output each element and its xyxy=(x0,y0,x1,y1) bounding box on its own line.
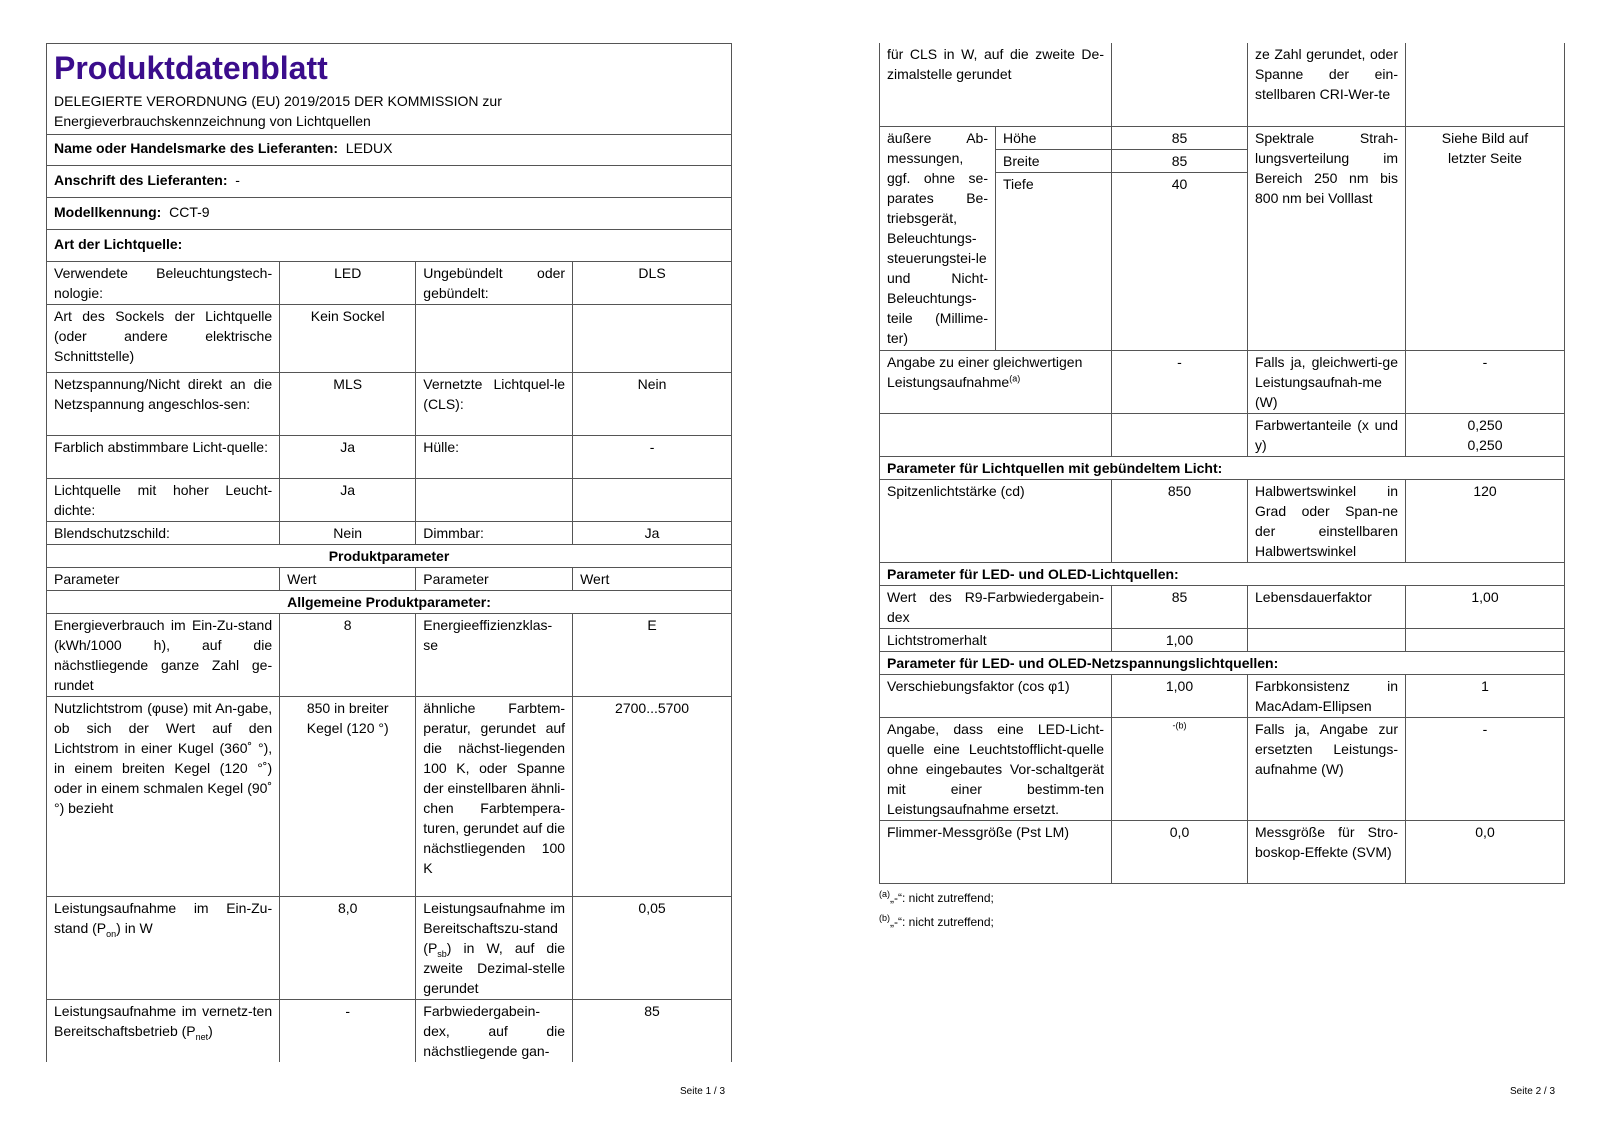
param-label: Farbkonsistenz in MacAdam-Ellipsen xyxy=(1248,674,1406,717)
mains-row xyxy=(880,717,1565,820)
param-value: 0,0 xyxy=(1406,820,1565,883)
type-row xyxy=(47,522,732,545)
param-value: -(b) xyxy=(1112,717,1248,820)
mains-row xyxy=(880,674,1565,717)
led-row xyxy=(880,585,1565,628)
continued-row xyxy=(880,43,1565,126)
dimension-label: Breite xyxy=(996,149,1112,172)
type-row xyxy=(47,373,732,436)
param-value: Nein xyxy=(573,373,732,436)
model-label: Modellkennung: xyxy=(54,204,162,220)
param-label: ähnliche Farbtem-peratur, gerundet auf die nächst-liegenden 100 K, oder Spanne der einstellbaren ähnli-chen Farbtempera-turen, gerundet auf die nächstliegenden 100 K xyxy=(416,697,573,897)
param-label: Leistungsaufnahme im Ein-Zu-stand $(P_{on})$ in W xyxy=(47,897,280,1000)
product-datasheet-table-continued xyxy=(879,43,1565,884)
param-value: 8,0 xyxy=(280,897,416,1000)
subtitle-line-2: Energieverbrauchskennzeichnung von Lichtquellen xyxy=(54,113,371,129)
regulation-subtitle xyxy=(47,90,732,135)
param-value: 0,0 xyxy=(1112,820,1248,883)
param-value: Ja xyxy=(280,479,416,522)
param-value: 85 xyxy=(1112,585,1248,628)
led-row xyxy=(880,628,1565,651)
param-label: Falls ja, gleichwerti-ge Leistungsaufnah-me (W) xyxy=(1248,350,1406,413)
param-label: Wert des R9-Farbwiedergabein-dex xyxy=(880,585,1112,628)
param-label: Energieeffizienzklas-se xyxy=(416,614,573,697)
column-header: Wert xyxy=(573,568,732,591)
column-header: Wert xyxy=(280,568,416,591)
supplier-name-row xyxy=(47,135,732,166)
param-label: Hülle: xyxy=(416,436,573,479)
param-value xyxy=(1406,43,1565,126)
dls-params-heading: Parameter für Lichtquellen mit gebündeltem Licht: xyxy=(880,456,1565,479)
param-value: MLS xyxy=(280,373,416,436)
param-value: Ja xyxy=(280,436,416,479)
param-label: Lichtquelle mit hoher Leucht-dichte: xyxy=(47,479,280,522)
param-value xyxy=(1406,628,1565,651)
model-value: CCT-9 xyxy=(169,204,210,220)
param-label: Farblich abstimmbare Licht-quelle: xyxy=(47,436,280,479)
param-value: - xyxy=(1406,717,1565,820)
param-label xyxy=(416,305,573,373)
param-value: 120 xyxy=(1406,479,1565,562)
spectral-value-line: letzter Seite xyxy=(1448,149,1522,166)
mains-params-heading: Parameter für LED- und OLED-Netzspannungslichtquellen: xyxy=(880,651,1565,674)
empty-cell xyxy=(880,413,1112,456)
param-label: Verwendete Beleuchtungstech-nologie: xyxy=(47,262,280,305)
param-label: Farbwiedergabein-dex, auf die nächstliegende gan- xyxy=(416,1000,573,1063)
param-value-line: 850 in breiter xyxy=(306,700,389,716)
dls-row xyxy=(880,479,1565,562)
param-label: Lichtstromerhalt xyxy=(880,628,1112,651)
dimensions-label: äußere Ab-messungen, ggf. ohne se-parates Be-triebsgerät, Beleuchtungs-steuerungstei-le und Nicht-Beleuchtungs-teile (Millime-ter) xyxy=(880,126,996,350)
param-value xyxy=(280,697,416,897)
page-2-footer: Seite 2 / 3 xyxy=(1510,1086,1556,1097)
supplier-address-label: Anschrift des Lieferanten: xyxy=(54,172,228,188)
param-label: Farbwertanteile (x und y) xyxy=(1248,413,1406,456)
param-label: Netzspannung/Nicht direkt an die Netzspannung angeschlos-sen: xyxy=(47,373,280,436)
param-label: Vernetzte Lichtquel-le (CLS): xyxy=(416,373,573,436)
param-value: DLS xyxy=(573,262,732,305)
page-title: Produktdatenblatt xyxy=(47,44,732,91)
param-value: Kein Sockel xyxy=(280,305,416,373)
subtitle-line-1: DELEGIERTE VERORDNUNG (EU) 2019/2015 DER KOMMISSION zur xyxy=(54,93,502,109)
param-label: Halbwertswinkel in Grad oder Span-ne der einstellbaren Halbwertswinkel xyxy=(1248,479,1406,562)
param-label: für CLS in W, auf die zweite De-zimalstelle gerundet xyxy=(880,43,1112,126)
param-value: 1,00 xyxy=(1406,585,1565,628)
dimension-value: 85 xyxy=(1112,126,1248,149)
param-value xyxy=(573,479,732,522)
dimension-label: Tiefe xyxy=(996,172,1112,350)
type-row xyxy=(47,436,732,479)
spectral-value xyxy=(1406,126,1565,350)
general-row xyxy=(47,697,732,897)
param-label: Dimmbar: xyxy=(416,522,573,545)
supplier-address-row xyxy=(47,166,732,198)
supplier-address-value: - xyxy=(235,172,240,188)
dimension-value: 85 xyxy=(1112,149,1248,172)
param-value: LED xyxy=(280,262,416,305)
chromaticity-row xyxy=(880,413,1565,456)
dimension-label: Höhe xyxy=(996,126,1112,149)
page-1-footer: Seite 1 / 3 xyxy=(680,1086,726,1097)
product-params-heading: Produktparameter xyxy=(47,545,732,568)
param-label: Angabe, dass eine LED-Licht-quelle eine Leuchtstofflicht-quelle ohne eingebautes Vor-schaltgerät mit einer bestimm-ten Leistungsaufnahme ersetzt. xyxy=(880,717,1112,820)
param-value: 1,00 xyxy=(1112,674,1248,717)
page-2 xyxy=(879,43,1564,934)
page-1 xyxy=(46,43,732,1062)
param-value: 0,05 xyxy=(573,897,732,1000)
param-value-line: Kegel (120 °) xyxy=(306,720,389,736)
led-params-heading: Parameter für LED- und OLED-Lichtquellen: xyxy=(880,562,1565,585)
param-label: Messgröße für Stro-boskop-Effekte (SVM) xyxy=(1248,820,1406,883)
param-value: 8 xyxy=(280,614,416,697)
param-label: Art des Sockels der Lichtquelle (oder andere elektrische Schnittstelle) xyxy=(47,305,280,373)
param-label: ze Zahl gerundet, oder Spanne der ein-stellbaren CRI-Wer-te xyxy=(1248,43,1406,126)
param-label: Ungebündelt oder gebündelt: xyxy=(416,262,573,305)
param-value: - xyxy=(1112,350,1248,413)
param-value: Nein xyxy=(280,522,416,545)
footnote-b: $^{(b)}$„-“: nicht zutreffend; xyxy=(879,912,994,929)
dimension-value: 40 xyxy=(1112,172,1248,350)
column-header-row xyxy=(47,568,732,591)
footnote-a: $^{(a)}$„-“: nicht zutreffend; xyxy=(879,888,994,905)
supplier-name-value: LEDUX xyxy=(345,140,393,156)
param-value xyxy=(1406,413,1565,456)
spectral-label: Spektrale Strah-lungsverteilung im Bereich 250 nm bis 800 nm bei Volllast xyxy=(1248,126,1406,350)
param-label: Spitzenlichtstärke (cd) xyxy=(880,479,1112,562)
param-value: - xyxy=(280,1000,416,1063)
param-label xyxy=(416,479,573,522)
dimension-row xyxy=(880,126,1565,149)
param-value xyxy=(573,305,732,373)
param-label: Lebensdauerfaktor xyxy=(1248,585,1406,628)
param-label: Verschiebungsfaktor (cos φ1) xyxy=(880,674,1112,717)
param-label: Nutzlichtstrom (φuse) mit An-gabe, ob sich der Wert auf den Lichtstrom in einer Kugel (360˚ °), in einem breiten Kegel (120 °˚) oder in einem schmalen Kegel (90˚ °) bezieht xyxy=(47,697,280,897)
general-row xyxy=(47,1000,732,1063)
type-row xyxy=(47,305,732,373)
param-value: 2700...5700 xyxy=(573,697,732,897)
param-value: 1 xyxy=(1406,674,1565,717)
param-value: - xyxy=(1406,350,1565,413)
param-label: Falls ja, Angabe zur ersetzten Leistungs-aufnahme (W) xyxy=(1248,717,1406,820)
equivalent-power-row xyxy=(880,350,1565,413)
param-label xyxy=(1248,628,1406,651)
param-value xyxy=(1112,43,1248,126)
mains-row xyxy=(880,820,1565,883)
param-label: Blendschutzschild: xyxy=(47,522,280,545)
param-value: 1,00 xyxy=(1112,628,1248,651)
param-value: 85 xyxy=(573,1000,732,1063)
param-value: 850 xyxy=(1112,479,1248,562)
param-value: - xyxy=(573,436,732,479)
general-row xyxy=(47,897,732,1000)
product-datasheet-table xyxy=(46,43,732,1062)
type-row xyxy=(47,262,732,305)
type-row xyxy=(47,479,732,522)
param-value: Ja xyxy=(573,522,732,545)
empty-cell xyxy=(1112,413,1248,456)
param-value: E xyxy=(573,614,732,697)
general-row xyxy=(47,614,732,697)
param-label: Angabe zu einer gleichwertigen Leistungsaufnahme$^{(a)}$ xyxy=(880,350,1112,413)
param-label: Flimmer-Messgröße (Pst LM) xyxy=(880,820,1112,883)
column-header: Parameter xyxy=(416,568,573,591)
model-row xyxy=(47,198,732,230)
supplier-name-label: Name oder Handelsmarke des Lieferanten: xyxy=(54,140,338,156)
column-header: Parameter xyxy=(47,568,280,591)
light-source-type-heading: Art der Lichtquelle: xyxy=(47,230,732,262)
spectral-value-line: Siehe Bild auf xyxy=(1441,129,1529,146)
param-label: Leistungsaufnahme im Bereitschaftszu-stand $(P_{sb})$ in W, auf die zweite Dezimal-stelle gerundet xyxy=(416,897,573,1000)
chromaticity-x: 0,250 xyxy=(1467,416,1503,433)
param-label: Energieverbrauch im Ein-Zu-stand (kWh/1000 h), auf die nächstliegende ganze Zahl ge-rundet xyxy=(47,614,280,697)
param-label: Leistungsaufnahme im vernetz-ten Bereitschaftsbetrieb $(P_{net})$ xyxy=(47,1000,280,1063)
general-params-heading: Allgemeine Produktparameter: xyxy=(47,591,732,614)
chromaticity-y: 0,250 xyxy=(1467,436,1503,453)
